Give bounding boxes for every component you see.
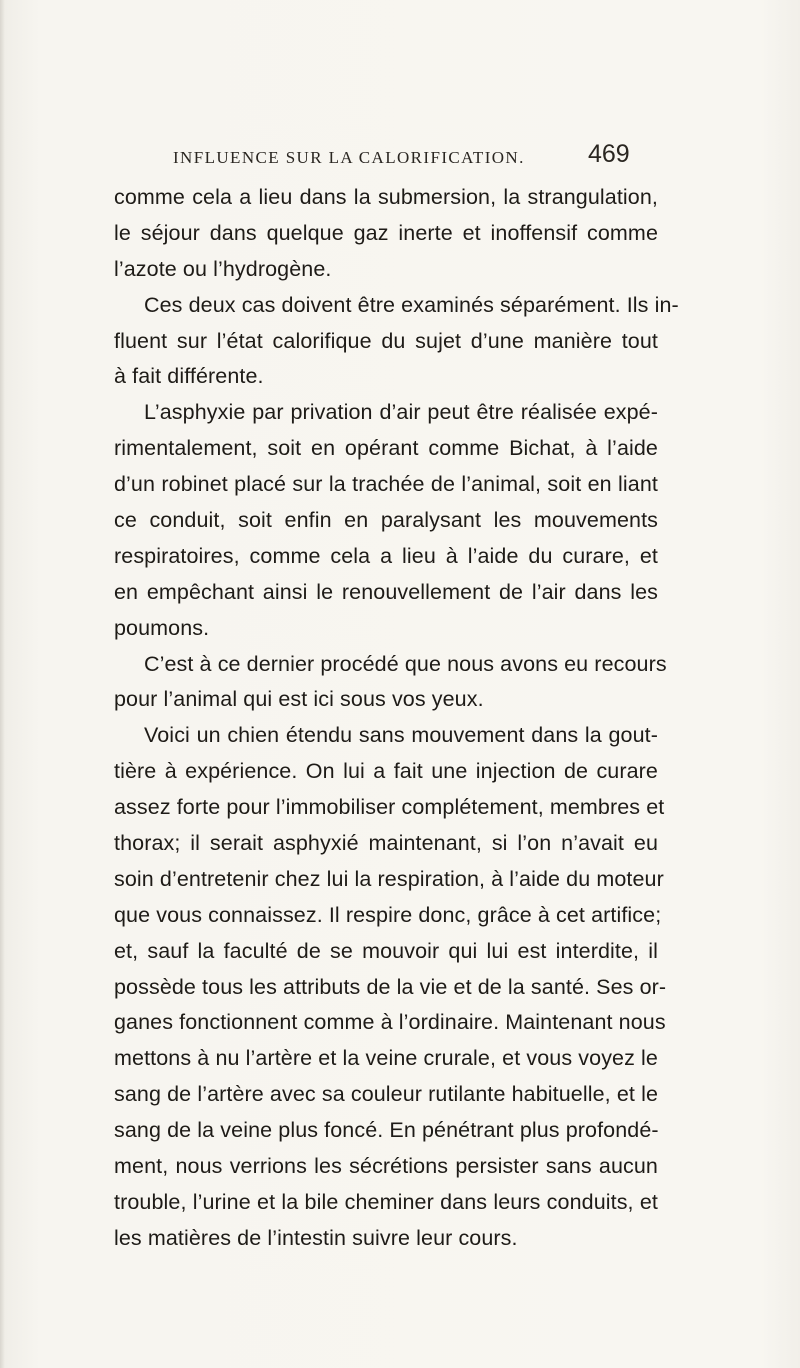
text-line: respiratoires, comme cela a lieu à l’aide du curare, et <box>114 543 658 568</box>
text-line: comme cela a lieu dans la submersion, la strangulation, <box>114 185 658 209</box>
page-edge-shadow <box>0 0 5 1368</box>
text-line: C’est à ce dernier procédé que nous avons eu recours <box>144 651 667 676</box>
text-line: ganes fonctionnent comme à l’ordinaire. Maintenant nous <box>114 1010 666 1035</box>
text-line: à fait différente. <box>114 364 264 389</box>
page-number: 469 <box>588 140 630 168</box>
text-line: thorax; il serait asphyxié maintenant, si l’on n’avait eu <box>114 831 658 856</box>
text-line: et, sauf la faculté de se mouvoir qui lui est interdite, il <box>114 938 658 963</box>
text-line: sang de la veine plus foncé. En pénétrant plus profondé- <box>114 1118 659 1143</box>
text-line: soin d’entretenir chez lui la respiration, à l’aide du moteur <box>114 866 664 891</box>
text-line: le séjour dans quelque gaz inerte et inoffensif comme <box>114 220 658 245</box>
text-line: ce conduit, soit enfin en paralysant les mouvements <box>114 508 658 533</box>
text-line: les matières de l’intestin suivre leur cours. <box>114 1225 518 1250</box>
text-line: tière à expérience. On lui a fait une injection de curare <box>114 759 658 784</box>
text-line: poumons. <box>114 615 210 640</box>
running-head: INFLUENCE SUR LA CALORIFICATION. <box>173 148 525 167</box>
body-text <box>114 180 679 1257</box>
text-line: d’un robinet placé sur la trachée de l’animal, soit en liant <box>114 472 658 497</box>
text-line: rimentalement, soit en opérant comme Bichat, à l’aide <box>114 436 658 461</box>
text-line: en empêchant ainsi le renouvellement de l’air dans les <box>114 579 658 604</box>
text-line: mettons à nu l’artère et la veine crurale, et vous voyez le <box>114 1046 658 1071</box>
text-line: ment, nous verrions les sécrétions persister sans aucun <box>114 1154 658 1179</box>
text-line: fluent sur l’état calorifique du sujet d’une manière tout <box>114 328 658 353</box>
text-line: sang de l’artère avec sa couleur rutilante habituelle, et le <box>114 1082 658 1107</box>
text-line: assez forte pour l’immobiliser complétement, membres et <box>114 795 665 820</box>
text-line: pour l’animal qui est ici sous vos yeux. <box>114 687 484 712</box>
text-line: que vous connaissez. Il respire donc, grâce à cet artifice; <box>114 902 662 927</box>
text-line: trouble, l’urine et la bile cheminer dans leurs conduits, et <box>114 1189 658 1214</box>
text-line: l’azote ou l’hydrogène. <box>114 256 332 281</box>
text-line: L’asphyxie par privation d’air peut être réalisée expé- <box>144 400 658 425</box>
page-header <box>0 140 800 176</box>
text-line: Voici un chien étendu sans mouvement dans la gout- <box>144 723 658 748</box>
text-line: Ces deux cas doivent être examinés séparément. Ils in- <box>144 292 679 317</box>
text-line: possède tous les attributs de la vie et de la santé. Ses or- <box>114 974 667 999</box>
